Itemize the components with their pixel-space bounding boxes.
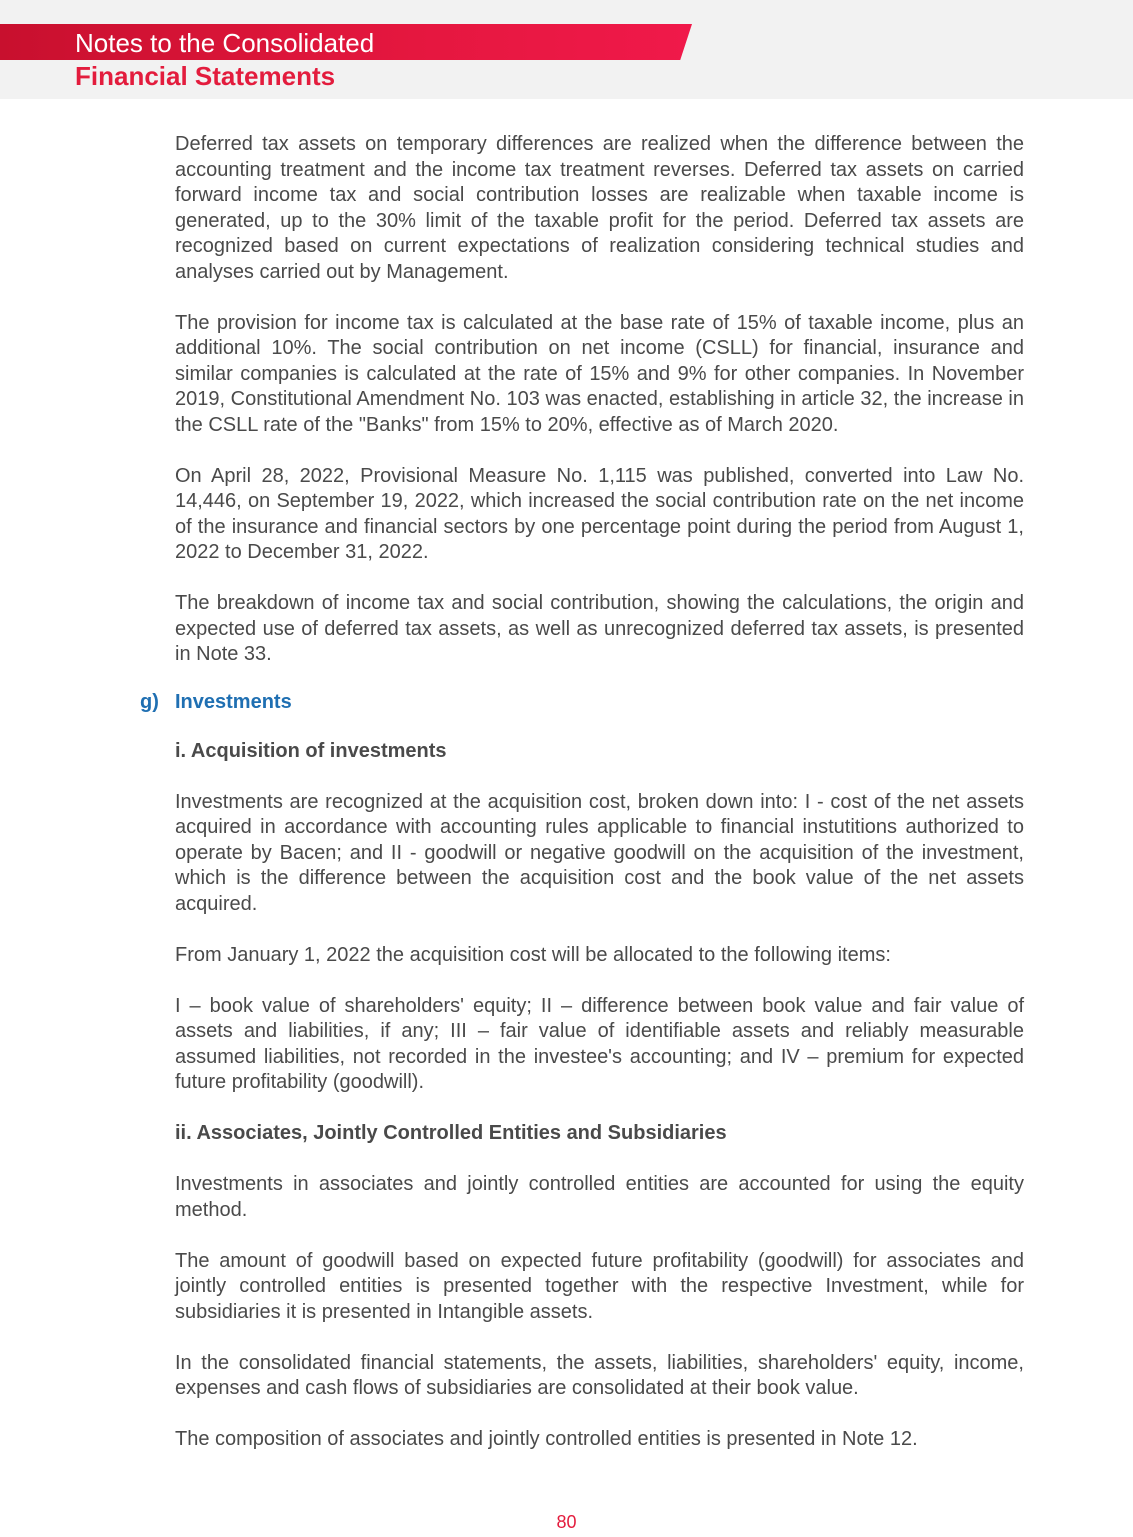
subheading-associates: ii. Associates, Jointly Controlled Entities and Subsidiaries <box>175 1122 727 1144</box>
page-number: 80 <box>556 1512 577 1532</box>
paragraph-acquisition-allocation: From January 1, 2022 the acquisition cost will be allocated to the following items: <box>175 943 891 966</box>
paragraph-provisional-measure: On April 28, 2022, Provisional Measure No. 1,115 was published, converted into Law No. 14,446, on September 19, 2022, which increased the social contribution rate on the net income of the insurance and financial sectors by one percentage point during the period from August 1, 2022 to December 31, 2022. <box>175 464 1024 563</box>
paragraph-consolidation: In the consolidated financial statements, the assets, liabilities, shareholders' equity, income, expenses and cash flows of subsidiaries are consolidated at their book value. <box>175 1351 1024 1399</box>
document-body <box>140 132 1024 1478</box>
paragraph-income-tax-provision: The provision for income tax is calculated at the base rate of 15% of taxable income, plus an additional 10%. The social contribution on net income (CSLL) for financial, insurance and similar companies is calculated at the rate of 15% and 9% for other companies. In November 2019, Constitutional Amendment No. 103 was enacted, establishing in article 32, the increase in the CSLL rate of the "Banks" from 15% to 20%, effective as of March 2020. <box>175 311 1024 436</box>
page-title-line1: Notes to the Consolidated <box>75 28 375 58</box>
paragraph-tax-breakdown: The breakdown of income tax and social contribution, showing the calculations, the origin and expected use of deferred tax assets, as well as unrecognized deferred tax assets, is presented in Note 33. <box>175 592 1024 665</box>
section-heading-investments <box>140 690 1024 716</box>
paragraph-deferred-tax-assets: Deferred tax assets on temporary differences are realized when the difference between the accounting treatment and the income tax treatment reverses. Deferred tax assets on carried forward income tax and social contribution losses are realizable when taxable income is generated, up to the 30% limit of the taxable profit for the period. Deferred tax assets are recognized based on current expectations of realization considering technical studies and analyses carried out by Management. <box>175 133 1024 283</box>
paragraph-composition: The composition of associates and jointly controlled entities is presented in Note 12. <box>175 1428 918 1450</box>
paragraph-goodwill: The amount of goodwill based on expected future profitability (goodwill) for associates and jointly controlled entities is presented together with the respective Investment, while for subsidiaries it is presented in Intangible assets. <box>175 1249 1024 1323</box>
subheading-acquisition-of-investments: i. Acquisition of investments <box>175 739 447 762</box>
paragraph-allocation-items: I – book value of shareholders' equity; II – difference between book value and fair value of assets and liabilities, if any; III – fair value of identifiable assets and reliably measurable assumed liabilities, not recorded in the investee's accounting; and IV – premium for expected future profitability (goodwill). <box>175 994 1024 1093</box>
page-title-line2: Financial Statements <box>75 61 336 91</box>
section-letter: g) <box>140 691 159 713</box>
section-title: Investments <box>175 691 292 713</box>
paragraph-acquisition-cost: Investments are recognized at the acquisition cost, broken down into: I - cost of the net assets acquired in accordance with accounting rules applicable to financial instutitions authorized to operate by Bacen; and II - goodwill or negative goodwill on the acquisition of the investment, which is the difference between the acquisition cost and the book value of the net assets acquired. <box>175 790 1024 915</box>
paragraph-equity-method: Investments in associates and jointly controlled entities are accounted for using the equity method. <box>175 1173 1024 1221</box>
